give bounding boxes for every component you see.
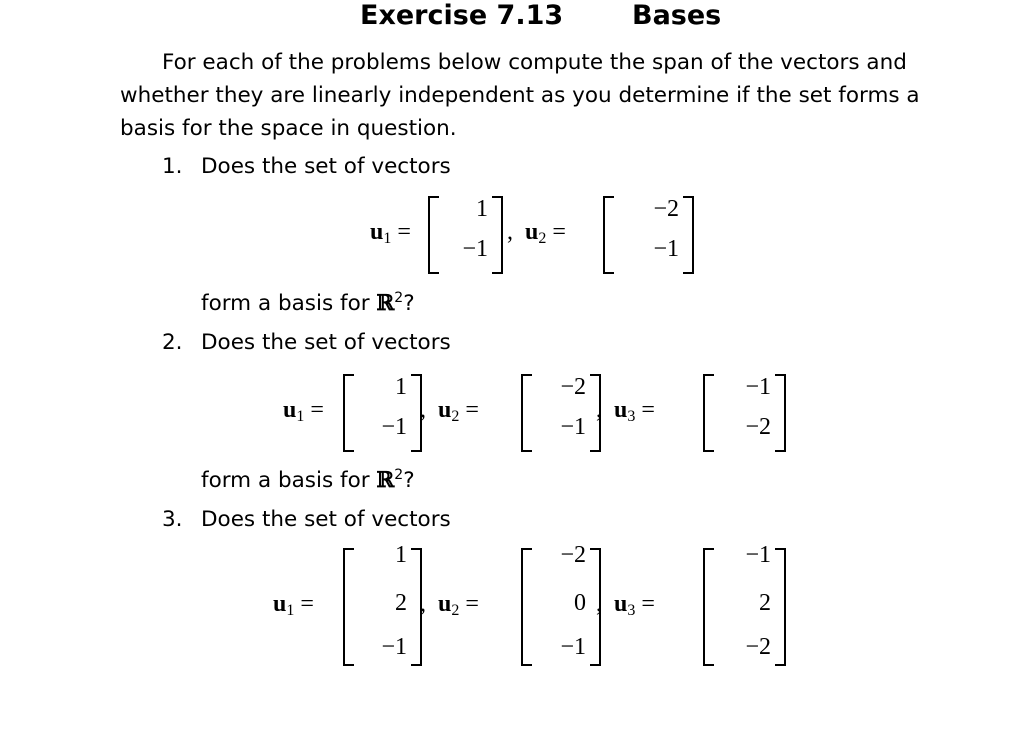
- problem-2-vector-3-right-bracket: [775, 374, 786, 452]
- problem-3-number: 3.: [162, 507, 183, 532]
- problem-2-vector-1-left-bracket: [343, 374, 354, 452]
- problem-3-vector-2-left-bracket: [521, 548, 532, 666]
- problem-2-vector-3-entry-2: −2: [745, 414, 771, 440]
- intro-line-3: basis for the space in question.: [120, 116, 457, 141]
- problem-1-vector-2-entry-1: −2: [653, 196, 679, 222]
- problem-3-vector-1-entry-3: −1: [381, 634, 407, 660]
- problem-1-number: 1.: [162, 154, 183, 179]
- problem-3-vector-3-entry-2: 2: [759, 590, 771, 616]
- problem-3-vector-2-entry-2: 0: [574, 590, 586, 616]
- intro-line-2: whether they are linearly independent as you determine if the set forms a: [120, 83, 920, 108]
- problem-1-vector-2-left-bracket: [603, 196, 614, 274]
- problem-2-vector-2-left-bracket: [521, 374, 532, 452]
- problem-3-vector-2-entry-3: −1: [560, 634, 586, 660]
- problem-3-vector-1-entry-1: 1: [395, 542, 407, 568]
- intro-line-1: For each of the problems below compute the span of the vectors and: [162, 50, 907, 75]
- problem-2-vector-3-label: , $u_3$ =: [596, 397, 655, 425]
- problem-1-vector-2-entry-2: −1: [653, 236, 679, 262]
- problem-1-suffix: form a basis for ℝ$^2$?: [201, 290, 415, 317]
- problem-2-suffix: form a basis for ℝ$^2$?: [201, 467, 415, 494]
- problem-3-vector-2-label: , $u_2$ =: [420, 591, 479, 619]
- problem-1-vector-1-right-bracket: [492, 196, 503, 274]
- problem-1-vector-1-left-bracket: [428, 196, 439, 274]
- problem-2-prompt: Does the set of vectors: [201, 330, 451, 355]
- problem-2-vector-2-label: , $u_2$ =: [420, 397, 479, 425]
- problem-2-vector-3-left-bracket: [703, 374, 714, 452]
- problem-2-vector-1-entry-1: 1: [395, 374, 407, 400]
- exercise-title: Exercise 7.13: [360, 0, 564, 31]
- problem-3-vector-3-entry-1: −1: [745, 542, 771, 568]
- problem-1-vector-1-entry-1: 1: [476, 196, 488, 222]
- problem-3-vector-2-entry-1: −2: [560, 542, 586, 568]
- topic-title: Bases: [632, 0, 722, 31]
- problem-3-vector-3-left-bracket: [703, 548, 714, 666]
- problem-2-vector-3-entry-1: −1: [745, 374, 771, 400]
- problem-2-vector-2-entry-2: −1: [560, 414, 586, 440]
- problem-1-prompt: Does the set of vectors: [201, 154, 451, 179]
- problem-1-vector-1-label: $u_1$ =: [370, 219, 411, 247]
- problem-2-vector-1-entry-2: −1: [381, 414, 407, 440]
- problem-3-vector-3-right-bracket: [775, 548, 786, 666]
- problem-3-prompt: Does the set of vectors: [201, 507, 451, 532]
- problem-3-vector-1-left-bracket: [343, 548, 354, 666]
- problem-2-number: 2.: [162, 330, 183, 355]
- problem-1-vector-1-entry-2: −1: [462, 236, 488, 262]
- problem-3-vector-3-label: , $u_3$ =: [596, 591, 655, 619]
- problem-3-vector-1-entry-2: 2: [395, 590, 407, 616]
- problem-2-vector-2-entry-1: −2: [560, 374, 586, 400]
- problem-2-vector-1-label: $u_1$ =: [283, 397, 324, 425]
- problem-1-vector-2-right-bracket: [683, 196, 694, 274]
- problem-3-vector-1-label: $u_1$ =: [273, 591, 314, 619]
- problem-1-vector-2-label: , $u_2$ =: [507, 219, 566, 247]
- problem-3-vector-3-entry-3: −2: [745, 634, 771, 660]
